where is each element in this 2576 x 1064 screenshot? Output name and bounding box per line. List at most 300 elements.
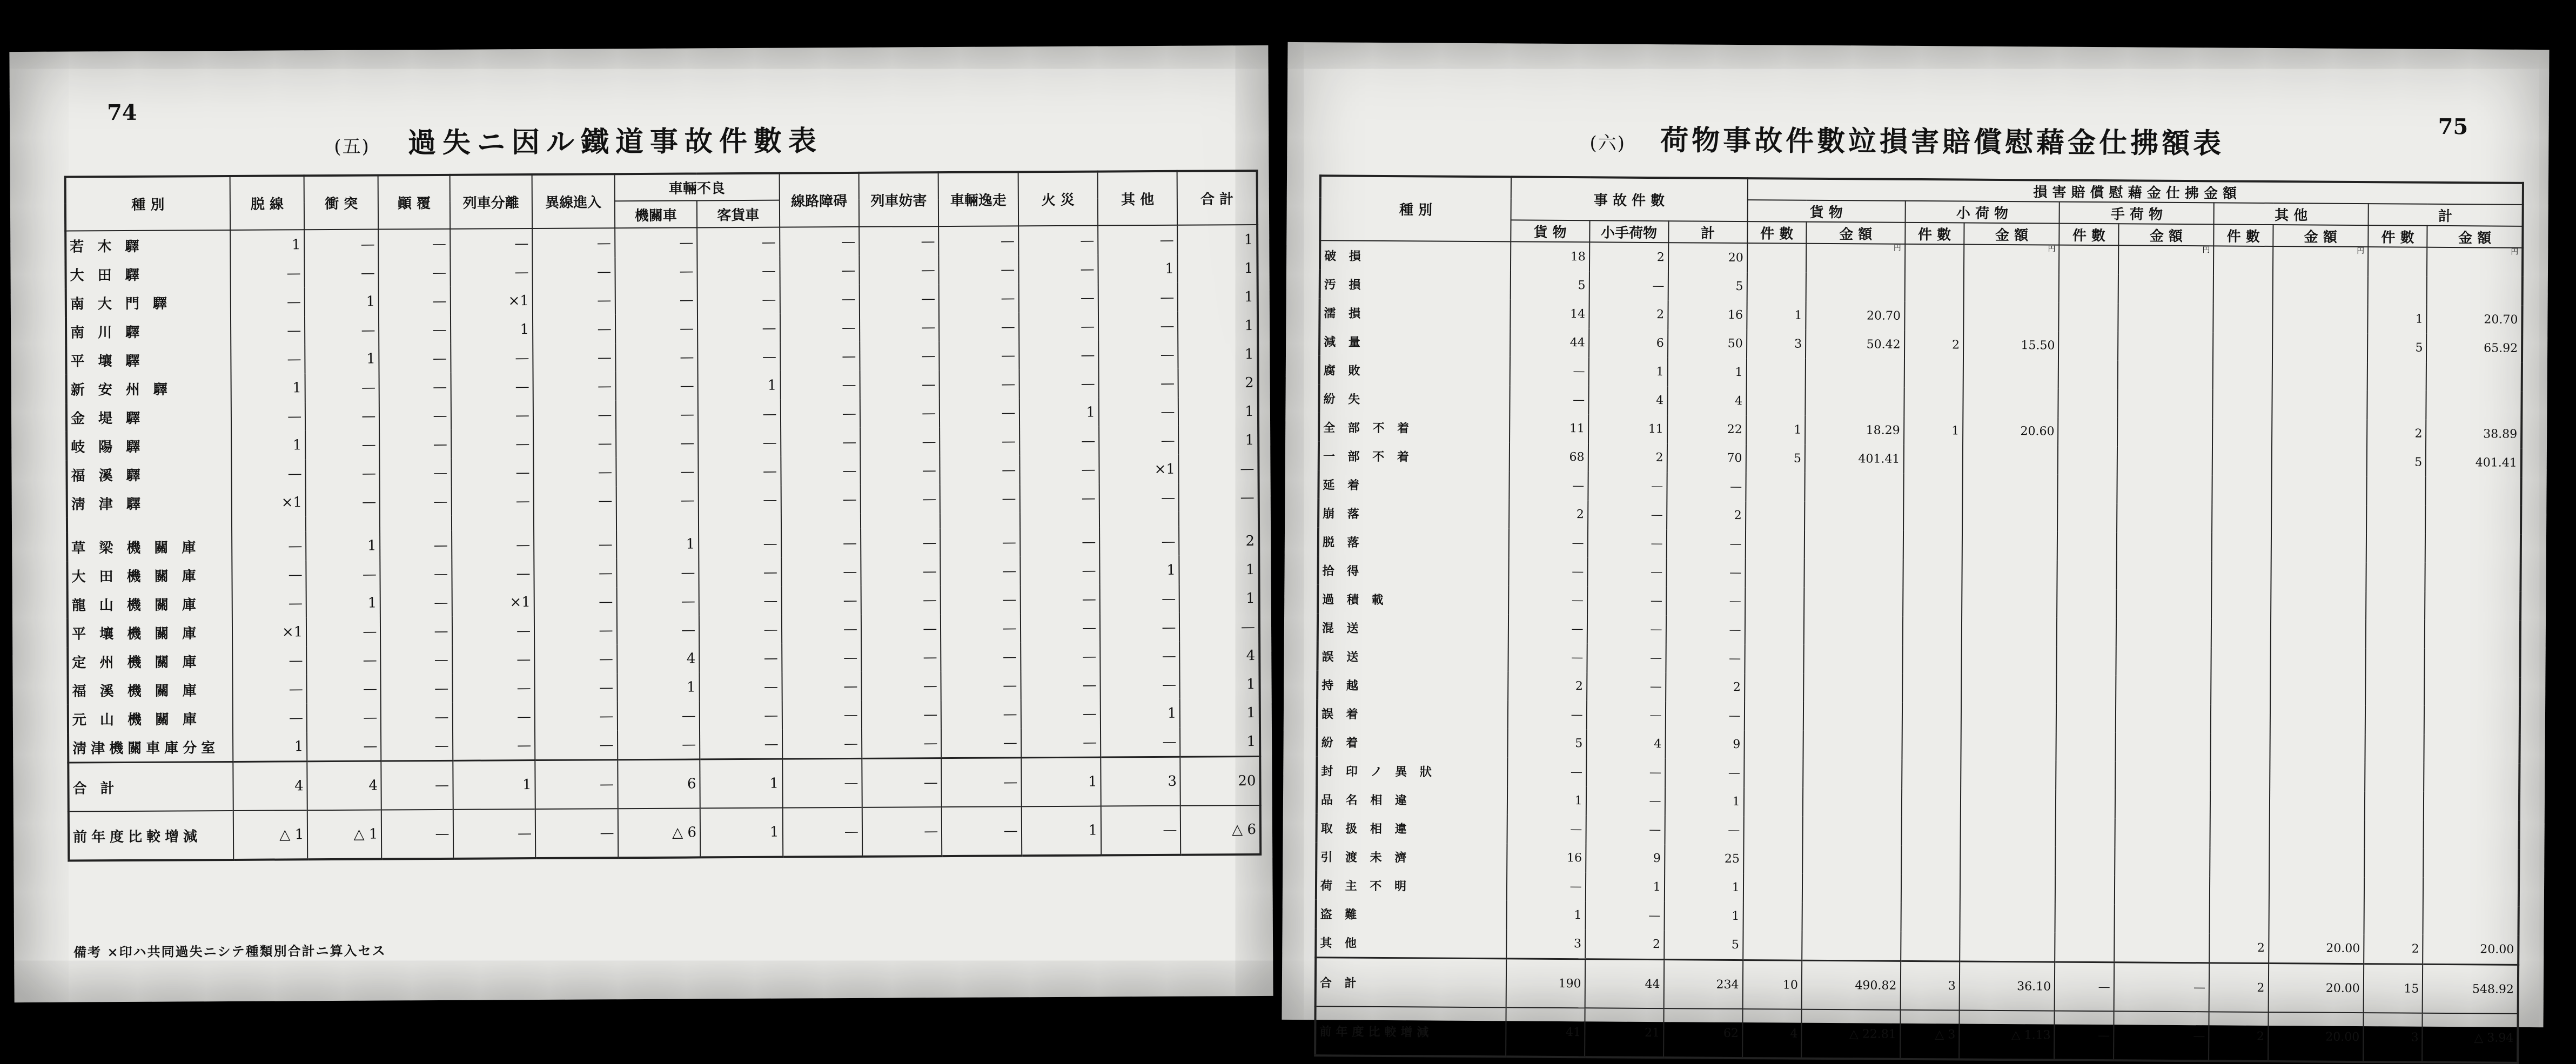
total-value: 20 bbox=[1180, 757, 1260, 806]
cell-value: — bbox=[1586, 786, 1665, 816]
row-label: 一 部 不 着 bbox=[1319, 441, 1510, 471]
row-label: 平 壤 機 關 庫 bbox=[68, 618, 232, 648]
cell-value bbox=[1802, 845, 1901, 874]
cell-value bbox=[2269, 848, 2365, 877]
cell-value: 2 bbox=[1178, 368, 1258, 398]
cell-value: — bbox=[379, 315, 450, 345]
cell-value bbox=[1743, 902, 1802, 931]
cell-value: 2 bbox=[1589, 300, 1668, 329]
cell-value bbox=[2117, 360, 2213, 389]
cell-value: — bbox=[1021, 699, 1101, 729]
cell-value bbox=[2271, 562, 2366, 591]
cell-value bbox=[2367, 390, 2426, 420]
header-category: 種 別 bbox=[65, 176, 230, 231]
cell-value: — bbox=[1019, 455, 1099, 484]
cell-value: — bbox=[305, 402, 380, 431]
cell-value: — bbox=[1508, 614, 1587, 643]
cell-value: — bbox=[616, 486, 699, 515]
comparison-value: — bbox=[381, 810, 453, 859]
cell-value bbox=[451, 515, 534, 531]
unit-label: 円 bbox=[2357, 246, 2365, 256]
header-fire: 火 災 bbox=[1018, 172, 1098, 226]
cell-value bbox=[1903, 474, 1963, 503]
header-overturn: 顚 覆 bbox=[378, 175, 450, 230]
cell-value: 15.50 bbox=[1963, 331, 2059, 360]
cell-value: — bbox=[232, 675, 307, 704]
cell-value: — bbox=[781, 485, 861, 514]
cell-value bbox=[1960, 904, 2055, 933]
cell-value bbox=[2364, 906, 2423, 935]
cell-value: 4 bbox=[1586, 729, 1665, 758]
comparison-value: △ 1 bbox=[307, 810, 382, 860]
cell-value bbox=[2055, 847, 2115, 876]
cell-value: — bbox=[232, 531, 306, 561]
cell-value bbox=[1746, 358, 1806, 387]
cell-value: — bbox=[534, 616, 617, 645]
cell-value: — bbox=[1098, 283, 1178, 312]
cell-value: — bbox=[1100, 613, 1180, 642]
cell-value: — bbox=[305, 430, 380, 460]
cell-value bbox=[2365, 677, 2425, 706]
cell-value: — bbox=[379, 373, 451, 402]
cell-value bbox=[2424, 735, 2520, 764]
cell-value bbox=[2118, 245, 2214, 275]
row-label: 脱 落 bbox=[1318, 527, 1509, 557]
total-value: — bbox=[381, 760, 453, 810]
row-label: 汚 損 bbox=[1320, 270, 1511, 299]
comparison-value: △ 1 bbox=[233, 810, 308, 860]
total-value: — bbox=[782, 758, 862, 807]
cell-value bbox=[2055, 933, 2114, 962]
cell-value bbox=[2427, 277, 2523, 306]
cell-value bbox=[1903, 531, 1962, 560]
cell-value: — bbox=[231, 402, 306, 431]
cell-value bbox=[2426, 477, 2521, 506]
row-label: 其 他 bbox=[1316, 928, 1506, 959]
cell-value bbox=[2425, 649, 2520, 678]
cell-value: 1 bbox=[1179, 426, 1259, 455]
cell-value: — bbox=[1587, 672, 1666, 701]
cell-value bbox=[2270, 648, 2366, 677]
cell-value: — bbox=[862, 700, 942, 729]
cell-value: — bbox=[380, 560, 452, 589]
cell-value bbox=[2271, 476, 2367, 505]
cell-value bbox=[1746, 473, 1805, 502]
cell-value: — bbox=[940, 341, 1019, 370]
cell-value bbox=[1802, 931, 1901, 961]
cell-value bbox=[1961, 703, 2057, 732]
cell-value: — bbox=[231, 459, 306, 488]
cell-value: — bbox=[616, 587, 699, 616]
cell-value bbox=[1806, 244, 1905, 273]
cell-value bbox=[2055, 876, 2115, 905]
comparison-label: 前年度比較增減 bbox=[69, 811, 233, 861]
comparison-value: 1 bbox=[700, 808, 783, 858]
total-value: — bbox=[862, 758, 942, 807]
cell-value: — bbox=[1587, 643, 1666, 672]
cell-value bbox=[1903, 445, 1963, 474]
total-value: 4 bbox=[233, 762, 307, 811]
cell-value: — bbox=[1509, 471, 1588, 500]
cell-value: 1 bbox=[1179, 584, 1259, 613]
cell-value: — bbox=[380, 459, 451, 488]
cell-value bbox=[1803, 759, 1902, 789]
cell-value bbox=[1743, 931, 1802, 960]
cell-value bbox=[2118, 274, 2213, 304]
cell-value: — bbox=[1100, 584, 1180, 614]
cell-value bbox=[1961, 789, 2056, 818]
cell-value bbox=[1806, 359, 1904, 388]
cell-value: — bbox=[452, 616, 534, 645]
cell-value: — bbox=[232, 560, 306, 589]
right-table bbox=[1314, 174, 2524, 1064]
cell-value bbox=[2271, 447, 2367, 476]
cell-value: — bbox=[940, 369, 1019, 399]
note-left: 備考 ×印ハ共同過失ニシテ種類別合計ニ算入セス bbox=[73, 942, 386, 960]
cell-value bbox=[2424, 820, 2519, 850]
cell-value: 11 bbox=[1588, 414, 1667, 443]
cell-value: — bbox=[1587, 557, 1666, 587]
cell-value bbox=[1743, 873, 1802, 903]
cell-value: — bbox=[380, 531, 452, 560]
cell-value: — bbox=[941, 556, 1021, 585]
cell-value bbox=[1904, 244, 1964, 274]
cell-value: — bbox=[1020, 556, 1100, 585]
total-value: 3 bbox=[1101, 757, 1180, 806]
cell-value bbox=[1960, 932, 2055, 962]
comparison-value: 41 bbox=[1506, 1007, 1585, 1057]
cell-value bbox=[1960, 818, 2056, 847]
cell-value bbox=[2269, 791, 2365, 820]
cell-value bbox=[2213, 246, 2273, 275]
cell-value: — bbox=[860, 427, 940, 456]
left-table bbox=[64, 170, 1262, 862]
header-comp-total: 計 bbox=[2368, 204, 2523, 226]
cell-value bbox=[2366, 476, 2426, 506]
row-label: 取 扱 相 違 bbox=[1317, 813, 1507, 843]
cell-value: 11 bbox=[1510, 414, 1588, 443]
cell-value: 2 bbox=[1588, 443, 1667, 472]
cell-value: — bbox=[533, 372, 616, 401]
cell-value bbox=[232, 516, 306, 532]
cell-value: — bbox=[780, 399, 860, 428]
cell-value bbox=[1803, 731, 1902, 760]
cell-value bbox=[1744, 759, 1803, 788]
cell-value: 1 bbox=[1664, 873, 1743, 902]
row-label: 南 川 驛 bbox=[66, 316, 231, 346]
title-right bbox=[1589, 117, 2224, 161]
row-label: 元 山 機 關 庫 bbox=[68, 704, 233, 733]
cell-value: — bbox=[940, 427, 1019, 456]
cell-value: 1 bbox=[1098, 254, 1178, 284]
cell-value bbox=[1901, 789, 1961, 818]
unit-label: 円 bbox=[1893, 244, 1901, 253]
cell-value: — bbox=[1021, 728, 1101, 758]
cell-value: — bbox=[1666, 587, 1745, 616]
header-sub-count: 件 數 bbox=[2060, 224, 2119, 246]
cell-value: — bbox=[780, 313, 860, 342]
cell-value: 44 bbox=[1510, 328, 1589, 357]
cell-value: — bbox=[698, 400, 781, 429]
cell-value: 1 bbox=[1507, 786, 1586, 815]
cell-value bbox=[1743, 845, 1803, 874]
cell-value bbox=[2114, 933, 2210, 963]
cell-value bbox=[2058, 389, 2118, 418]
cell-value bbox=[1745, 587, 1804, 616]
cell-value bbox=[2116, 532, 2212, 561]
cell-value: 5 bbox=[2367, 333, 2427, 362]
comparison-value: — bbox=[535, 809, 618, 858]
cell-value: 3 bbox=[1506, 929, 1585, 959]
cell-value: — bbox=[379, 287, 450, 316]
cell-value: 9 bbox=[1665, 730, 1744, 759]
cell-value: 1 bbox=[1746, 415, 1806, 445]
cell-value: — bbox=[1101, 670, 1180, 699]
cell-value: 20.00 bbox=[2423, 935, 2519, 965]
cell-value: 20.60 bbox=[1963, 417, 2058, 446]
total-value: 36.10 bbox=[1960, 961, 2055, 1011]
cell-value bbox=[2213, 304, 2272, 333]
cell-value: — bbox=[860, 456, 940, 485]
cell-value: ×1 bbox=[1099, 455, 1179, 484]
row-label: 持 越 bbox=[1317, 670, 1508, 700]
cell-value: 4 bbox=[1180, 641, 1260, 670]
cell-value: — bbox=[781, 557, 861, 587]
row-label: 若 木 驛 bbox=[65, 230, 230, 260]
cell-value: — bbox=[231, 345, 305, 374]
cell-value bbox=[2423, 906, 2519, 935]
comparison-value: 3 bbox=[2363, 1013, 2423, 1062]
right-page bbox=[1282, 42, 2549, 1045]
cell-value bbox=[1099, 512, 1179, 528]
cell-value: 1 bbox=[2367, 305, 2427, 334]
cell-value: 20.00 bbox=[2269, 934, 2364, 964]
cell-value: — bbox=[1021, 642, 1101, 671]
cell-value bbox=[1904, 273, 1964, 302]
cell-value: 1 bbox=[1180, 670, 1260, 699]
cell-value: — bbox=[304, 230, 379, 259]
cell-value: — bbox=[781, 615, 861, 644]
comparison-value: — bbox=[862, 807, 942, 857]
section-number-right: (六) bbox=[1589, 132, 1626, 154]
cell-value: — bbox=[452, 559, 534, 588]
cell-value: ×1 bbox=[232, 617, 307, 647]
cell-value: — bbox=[1666, 644, 1745, 673]
cell-value bbox=[1903, 560, 1962, 589]
cell-value: — bbox=[306, 560, 381, 589]
cell-value: — bbox=[306, 488, 380, 517]
comparison-label: 前年度比較增減 bbox=[1315, 1006, 1506, 1056]
cell-value bbox=[2270, 762, 2365, 791]
cell-value: 401.41 bbox=[1805, 445, 1904, 474]
cell-value: 1 bbox=[1101, 699, 1180, 728]
total-label: 合 計 bbox=[68, 762, 233, 811]
cell-value bbox=[1961, 732, 2056, 761]
cell-value: — bbox=[616, 615, 699, 644]
cell-value: — bbox=[1018, 255, 1098, 284]
cell-value bbox=[2272, 275, 2368, 305]
cell-value: 50.42 bbox=[1806, 330, 1904, 359]
total-label: 合 計 bbox=[1316, 958, 1506, 1008]
cell-value: — bbox=[534, 530, 616, 559]
cell-value bbox=[1746, 501, 1805, 530]
cell-value bbox=[2425, 506, 2521, 535]
cell-value: — bbox=[699, 615, 782, 644]
cell-value: 1 bbox=[1178, 397, 1258, 426]
cell-value bbox=[1745, 530, 1804, 559]
header-train-separation: 列車分離 bbox=[450, 174, 532, 229]
cell-value bbox=[1020, 513, 1100, 528]
cell-value bbox=[2424, 792, 2519, 821]
cell-value: — bbox=[1098, 340, 1178, 369]
cell-value: 5 bbox=[1507, 729, 1586, 758]
cell-value: — bbox=[781, 529, 861, 558]
cell-value bbox=[1901, 846, 1961, 875]
cell-value bbox=[2212, 389, 2272, 419]
header-compensation: 損 害 賠 償 慰 藉 金 仕 拂 金 額 bbox=[1747, 178, 2523, 205]
cell-value: 2 bbox=[1667, 501, 1746, 530]
cell-value bbox=[1960, 846, 2056, 876]
cell-value bbox=[2115, 790, 2211, 819]
cell-value: — bbox=[451, 429, 534, 459]
cell-value: — bbox=[697, 314, 780, 343]
cell-value bbox=[1746, 387, 1806, 416]
cell-value: — bbox=[1508, 528, 1587, 557]
cell-value: 1 bbox=[1667, 358, 1746, 387]
cell-value: 401.41 bbox=[2426, 448, 2521, 477]
cell-value bbox=[2270, 619, 2366, 648]
cell-value bbox=[2271, 504, 2367, 534]
cell-value: — bbox=[379, 401, 451, 430]
row-label: 破 損 bbox=[1320, 240, 1511, 271]
cell-value: — bbox=[860, 399, 940, 428]
cell-value bbox=[2057, 561, 2117, 590]
cell-value bbox=[2269, 877, 2364, 906]
cell-value: — bbox=[1021, 671, 1101, 700]
cell-value: — bbox=[616, 457, 699, 486]
cell-value: 1 bbox=[1179, 555, 1259, 584]
cell-value bbox=[2271, 590, 2366, 619]
cell-value: — bbox=[532, 228, 615, 258]
cell-value: — bbox=[451, 458, 534, 487]
cell-value bbox=[2115, 818, 2210, 847]
cell-value: — bbox=[1666, 558, 1745, 587]
cell-value bbox=[2211, 590, 2271, 619]
cell-value bbox=[2367, 362, 2427, 391]
cell-value bbox=[1962, 531, 2058, 561]
cell-value bbox=[1903, 588, 1962, 617]
cell-value bbox=[1804, 502, 1903, 531]
cell-value bbox=[1803, 817, 1902, 846]
row-label: 龍 山 機 關 庫 bbox=[68, 589, 232, 619]
total-row bbox=[68, 757, 1260, 812]
cell-value: — bbox=[860, 313, 940, 342]
cell-value: 2 bbox=[2364, 934, 2423, 964]
cell-value: 1 bbox=[306, 531, 380, 561]
cell-value: — bbox=[1020, 585, 1100, 614]
row-label: 大 田 驛 bbox=[65, 259, 230, 289]
cell-value: 1 bbox=[451, 315, 533, 344]
cell-value bbox=[2056, 675, 2116, 704]
cell-value bbox=[2424, 849, 2519, 878]
cell-value bbox=[1962, 503, 2058, 532]
cell-value: — bbox=[1099, 483, 1179, 513]
cell-value bbox=[1745, 673, 1804, 702]
row-label: 大 田 機 關 庫 bbox=[67, 561, 232, 590]
cell-value: — bbox=[1587, 529, 1666, 558]
row-label: 腐 敗 bbox=[1319, 355, 1510, 385]
cell-value: — bbox=[1019, 312, 1099, 341]
cell-value: 2 bbox=[1509, 500, 1588, 529]
cell-value: 3 bbox=[1747, 329, 1806, 359]
row-label: 淸 津 驛 bbox=[67, 488, 232, 518]
cell-value: 70 bbox=[1667, 443, 1746, 473]
cell-value: 2 bbox=[2209, 933, 2269, 963]
header-vehicle-defect: 車輛不良 bbox=[614, 173, 779, 201]
comparison-value: △ 22.81 bbox=[1801, 1009, 1900, 1059]
cell-value: 9 bbox=[1586, 844, 1665, 873]
cell-value bbox=[1745, 616, 1804, 645]
cell-value bbox=[1745, 644, 1804, 674]
cell-value bbox=[2118, 303, 2213, 332]
cell-value bbox=[2210, 819, 2270, 848]
cell-value: — bbox=[699, 558, 781, 587]
cell-value: — bbox=[1019, 427, 1099, 456]
cell-value bbox=[1902, 760, 1961, 789]
title-text-left: 過失ニ因ル鐵道事故件數表 bbox=[407, 124, 823, 160]
cell-value bbox=[1901, 932, 1960, 961]
cell-value bbox=[2365, 648, 2425, 677]
cell-value: — bbox=[861, 671, 941, 701]
cell-value: 18 bbox=[1511, 241, 1589, 271]
cell-value bbox=[940, 513, 1020, 528]
cell-value bbox=[2116, 561, 2212, 590]
cell-value bbox=[1805, 387, 1904, 416]
cell-value bbox=[2210, 790, 2270, 819]
cell-value: — bbox=[697, 257, 780, 286]
cell-value bbox=[1804, 530, 1903, 560]
row-label: 淸津機關車庫分室 bbox=[68, 732, 233, 763]
cell-value: — bbox=[533, 457, 616, 487]
cell-value: — bbox=[780, 256, 860, 285]
cell-value bbox=[2213, 275, 2273, 304]
cell-value: 20.70 bbox=[2427, 305, 2523, 334]
cell-value bbox=[1902, 645, 1962, 675]
cell-value bbox=[1960, 875, 2056, 904]
cell-value bbox=[2270, 733, 2365, 763]
row-label: 混 送 bbox=[1318, 613, 1508, 643]
cell-value: — bbox=[451, 344, 533, 373]
cell-value: — bbox=[1099, 527, 1179, 556]
total-value: 6 bbox=[618, 759, 700, 809]
cell-value bbox=[2366, 619, 2425, 649]
cell-value: 16 bbox=[1668, 300, 1747, 329]
cell-value: — bbox=[861, 484, 941, 514]
header-runaway: 車輛逸走 bbox=[938, 172, 1018, 226]
cell-value bbox=[2058, 475, 2117, 504]
cell-value bbox=[1804, 559, 1903, 588]
cell-value: 5 bbox=[1664, 930, 1743, 960]
cell-value: — bbox=[780, 371, 860, 400]
cell-value: ×1 bbox=[450, 286, 533, 315]
header-freight: 貨 物 bbox=[1511, 220, 1589, 242]
cell-value bbox=[2057, 589, 2116, 618]
cell-value bbox=[2056, 732, 2116, 762]
header-sub-count: 件 數 bbox=[1905, 223, 1964, 245]
row-label: 崩 落 bbox=[1318, 499, 1509, 528]
cell-value: ×1 bbox=[452, 588, 534, 617]
comparison-value: 21 bbox=[1585, 1008, 1664, 1058]
